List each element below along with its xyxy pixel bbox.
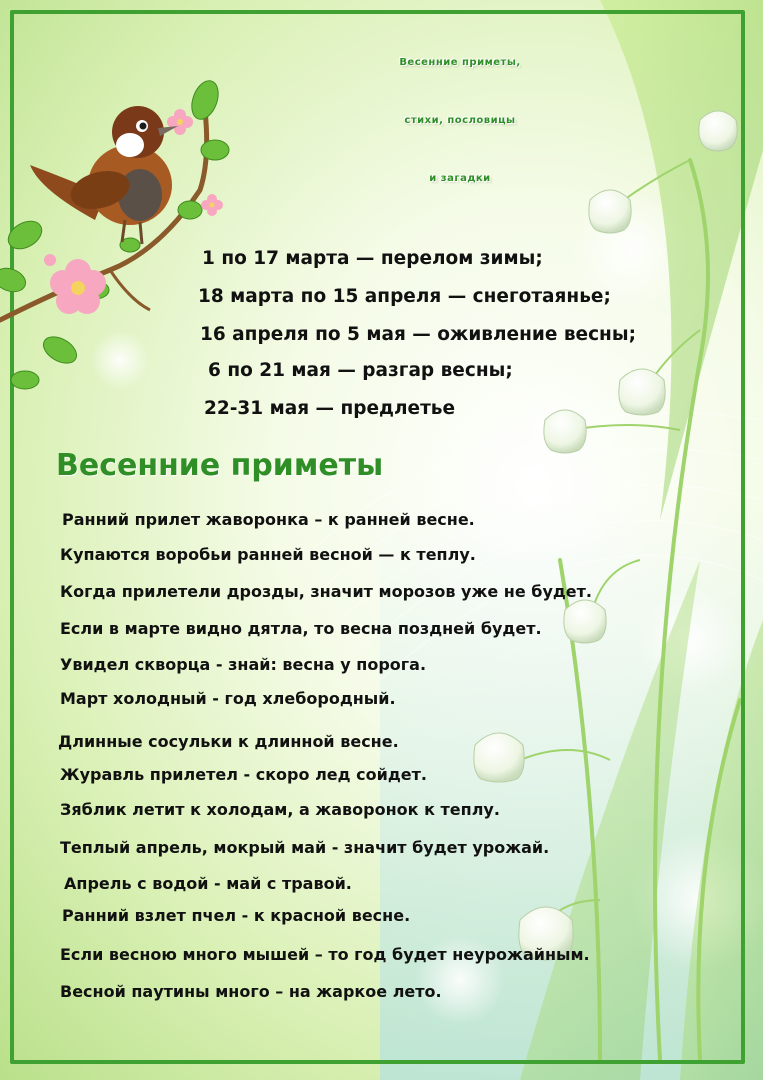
sign-item: Зяблик летит к холодам, а жаворонок к теплу. <box>60 800 500 819</box>
sign-item: Теплый апрель, мокрый май - значит будет урожай. <box>60 838 550 857</box>
title-line-1: Весенние приметы, <box>399 57 521 68</box>
sign-item: Длинные сосульки к длинной весне. <box>58 732 399 751</box>
sign-item: Ранний взлет пчел - к красной весне. <box>62 906 411 925</box>
sign-item: Ранний прилет жаворонка – к ранней весне. <box>62 510 475 529</box>
sign-item: Апрель с водой - май с травой. <box>64 874 352 893</box>
period-line: 18 марта по 15 апреля — снеготаянье; <box>198 286 611 307</box>
sign-item: Если в марте видно дятла, то весна поздней будет. <box>60 619 542 638</box>
sign-item: Весной паутины много – на жаркое лето. <box>60 982 442 1001</box>
section-heading: Весенние приметы <box>56 448 384 483</box>
sign-item: Март холодный - год хлебородный. <box>60 689 396 708</box>
sign-item: Когда прилетели дрозды, значит морозов уже не будет. <box>60 582 592 601</box>
period-line: 16 апреля по 5 мая — оживление весны; <box>200 324 636 345</box>
title-line-3: и загадки <box>429 173 491 184</box>
sign-item: Увидел скворца - знай: весна у порога. <box>60 655 427 674</box>
period-line: 22-31 мая — предлетье <box>204 398 456 419</box>
sign-item: Купаются воробьи ранней весной — к теплу. <box>60 545 476 564</box>
period-line: 6 по 21 мая — разгар весны; <box>208 360 513 381</box>
title-line-2: стихи, пословицы <box>404 115 516 126</box>
sign-item: Если весною много мышей – то год будет неурожайным. <box>60 945 590 964</box>
poster-title <box>180 34 740 208</box>
sign-item: Журавль прилетел - скоро лед сойдет. <box>60 765 427 784</box>
period-line: 1 по 17 марта — перелом зимы; <box>202 248 543 269</box>
